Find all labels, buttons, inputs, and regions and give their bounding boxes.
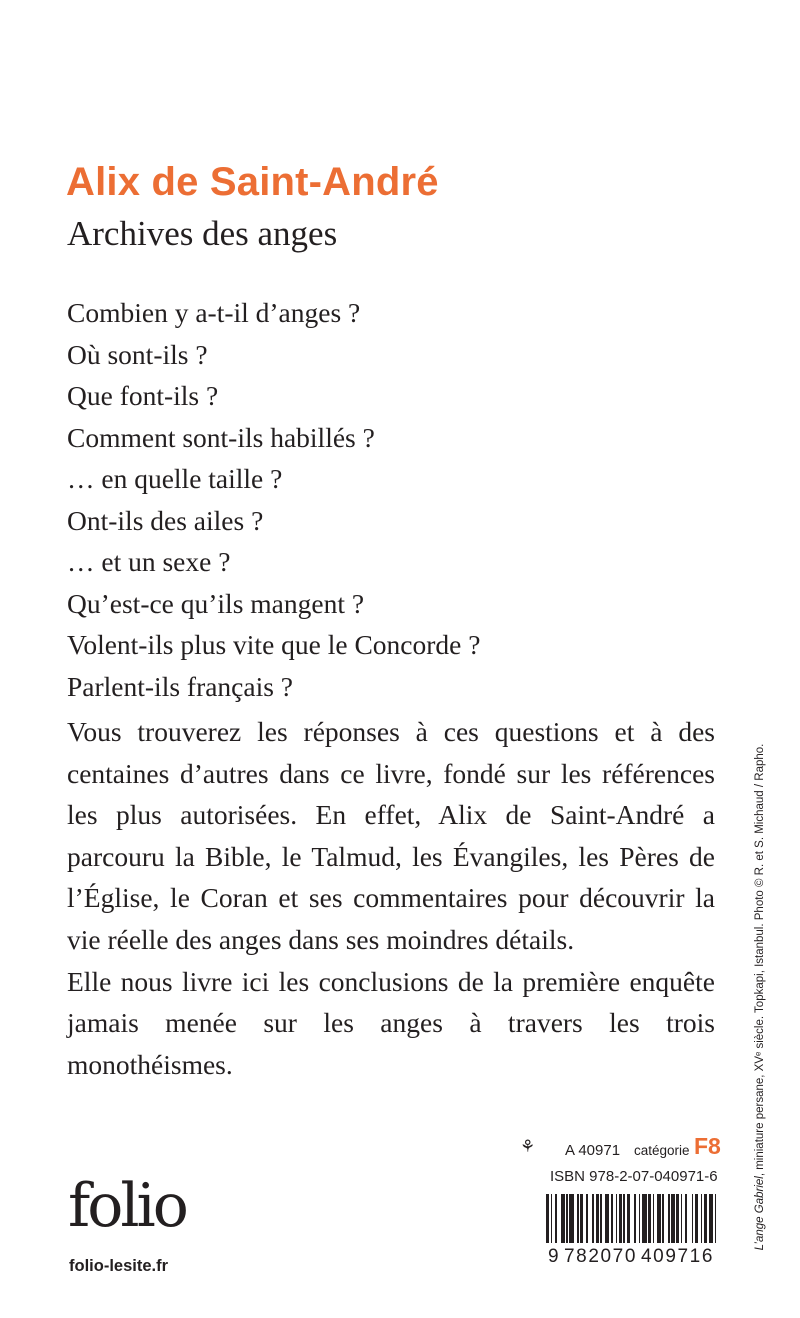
blurb-paragraph: Vous trouverez les réponses à ces questions et à des centaines d’autres dans ce livre, fondé sur les références les plus autorisées. En effet, Alix de Saint-André a parcouru la Bible, le Talmud, les Évangiles, les Pères de l’Église, le Coran et ses commentaires pour découvrir la vie réelle des anges dans ses moindres détails. bbox=[67, 716, 715, 955]
barcode-right-group: 409716 bbox=[641, 1246, 715, 1267]
category-code: F8 bbox=[694, 1133, 721, 1159]
credit-caption: , miniature persane, XVᵉ siècle. Topkapi, Istanbul. Photo © R. et S. Michaud / Rapho. bbox=[754, 743, 766, 1177]
blurb-paragraph: Elle nous livre ici les conclusions de la première enquête jamais menée sur les anges à travers les trois monothéismes. bbox=[67, 965, 715, 1080]
folio-logo: folio bbox=[68, 1171, 186, 1241]
barcode-left-group: 782070 bbox=[564, 1246, 638, 1267]
credit-artwork-title: L’ange Gabriel bbox=[754, 1176, 766, 1251]
imprint-mark-icon: ⚘ bbox=[520, 1137, 536, 1156]
question-line: Qu’est-ce qu’ils mangent ? bbox=[67, 587, 365, 619]
photo-credit bbox=[746, 706, 774, 1288]
question-line: Que font-ils ? bbox=[67, 380, 219, 411]
question-line: Parlent-ils français ? bbox=[67, 670, 294, 702]
publisher-website: folio-lesite.fr bbox=[69, 1257, 169, 1275]
catalog-reference: A 40971 bbox=[565, 1142, 621, 1159]
question-line: … et un sexe ? bbox=[67, 546, 231, 577]
catalog-info bbox=[520, 1133, 721, 1163]
question-line: Ont-ils des ailes ? bbox=[67, 504, 264, 536]
question-line: Volent-ils plus vite que le Concorde ? bbox=[67, 629, 481, 660]
author-name: Alix de Saint-André bbox=[66, 160, 439, 204]
question-line: Combien y a-t-il d’anges ? bbox=[67, 297, 361, 328]
isbn: ISBN 978-2-07-040971-6 bbox=[550, 1168, 718, 1185]
blurb bbox=[67, 711, 715, 1085]
question-line: … en quelle taille ? bbox=[67, 463, 283, 494]
barcode-first-digit: 9 bbox=[548, 1246, 561, 1267]
question-line: Où sont-ils ? bbox=[67, 338, 208, 370]
category-label: catégorie bbox=[634, 1143, 690, 1158]
question-list bbox=[67, 292, 480, 707]
barcode-digits bbox=[546, 1243, 720, 1273]
book-title: Archives des anges bbox=[67, 214, 338, 253]
question-line: Comment sont-ils habillés ? bbox=[67, 421, 375, 453]
